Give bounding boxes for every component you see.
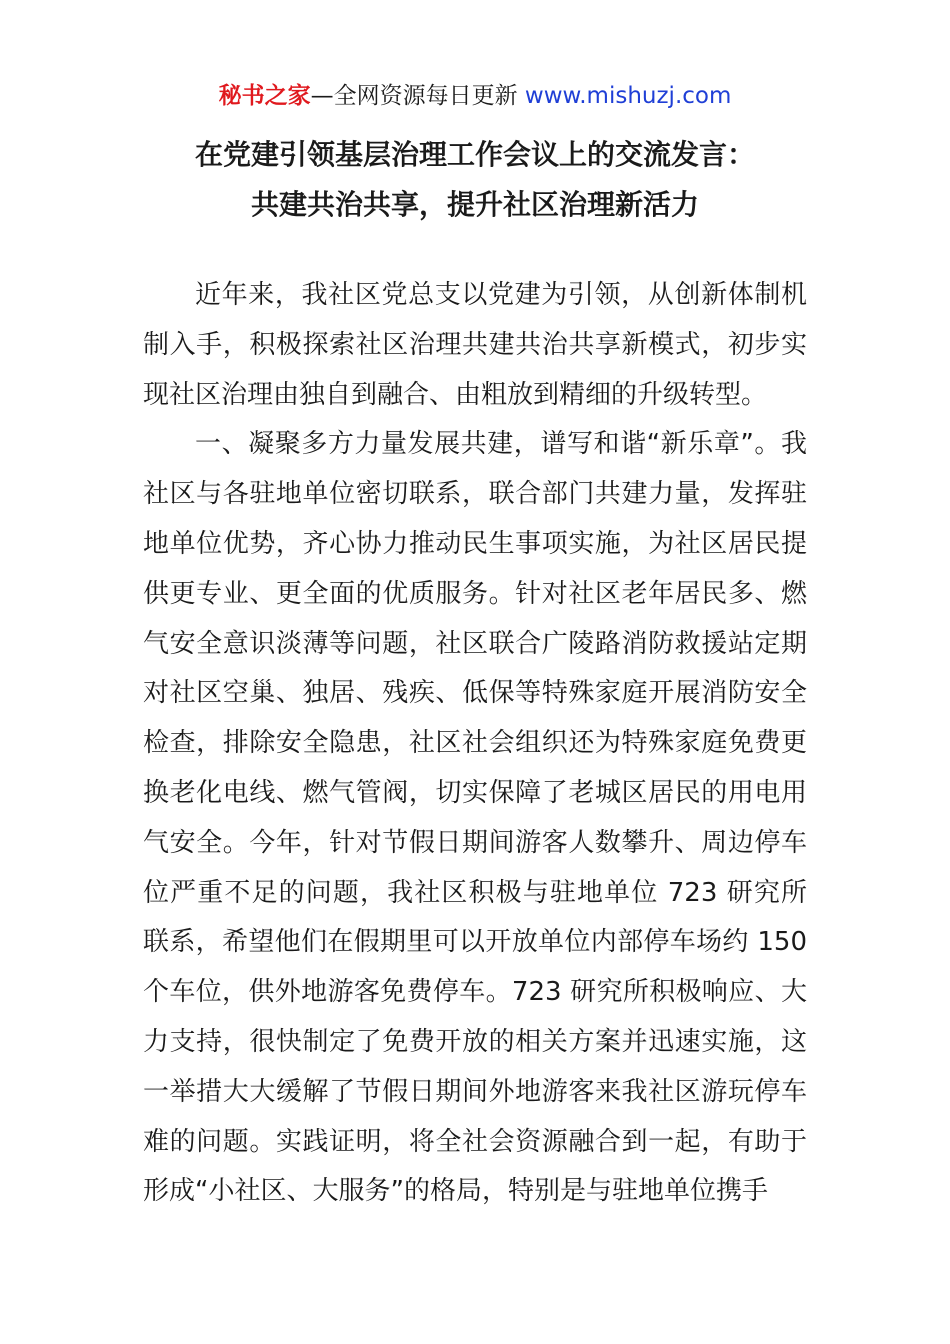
site-url-link[interactable]: www.mishuzj.com [524, 83, 732, 109]
brand-name: 秘书之家 [218, 83, 311, 109]
document-body [143, 271, 807, 1217]
header-tagline: —全网资源每日更新 [310, 83, 525, 109]
title-line-2: 共建共治共享，提升社区治理新活力 [250, 188, 699, 221]
document-title [0, 130, 950, 230]
page-header [0, 80, 950, 112]
paragraph-section-1: 一、凝聚多方力量发展共建，谱写和谐“新乐章”。我社区与各驻地单位密切联系，联合部门共建力量，发挥驻地单位优势，齐心协力推动民生事项实施，为社区居民提供更专业、更全面的优质服务。针对社区老年居民多、燃气安全意识淡薄等问题，社区联合广陵路消防救援站定期对社区空巢、独居、残疾、低保等特殊家庭开展消防安全检查，排除安全隐患，社区社会组织还为特殊家庭免费更换老化电线、燃气管阀，切实保障了老城区居民的用电用气安全。今年，针对节假日期间游客人数攀升、周边停车位严重不足的问题，我社区积极与驻地单位 723 研究所联系，希望他们在假期里可以开放单位内部停车场约 150 个车位，供外地游客免费停车。723 研究所积极响应、大力支持，很快制定了免费开放的相关方案并迅速实施，这一举措大大缓解了节假日期间外地游客来我社区游玩停车难的问题。实践证明，将全社会资源融合到一起，有助于形成“小社区、大服务”的格局，特别是与驻地单位携手 [143, 429, 807, 1207]
title-line-1: 在党建引领基层治理工作会议上的交流发言： [194, 138, 755, 171]
paragraph-intro: 近年来，我社区党总支以党建为引领，从创新体制机制入手，积极探索社区治理共建共治共享新模式，初步实现社区治理由独自到融合、由粗放到精细的升级转型。 [143, 280, 807, 410]
